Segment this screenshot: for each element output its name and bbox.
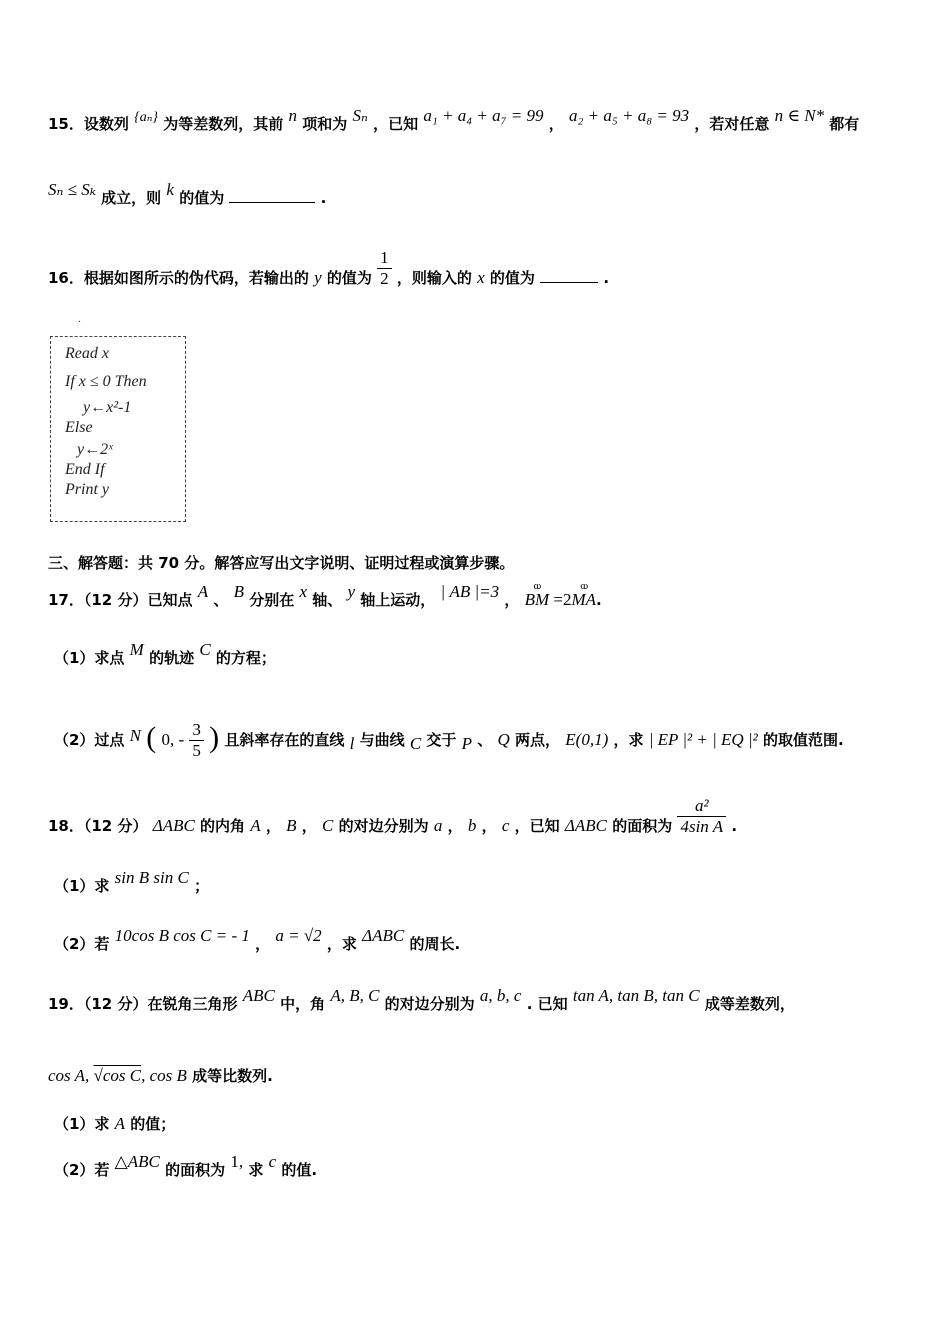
pseudocode-box — [50, 336, 186, 522]
text: 轴上运动， — [360, 591, 436, 609]
text: 为等差数列，其前 — [163, 115, 284, 133]
text: . 已知 — [526, 995, 568, 1013]
code-line-assign1: y←x²-1 — [83, 399, 132, 416]
q19-stem-line1 — [48, 986, 795, 1014]
text: 、 — [213, 591, 229, 609]
frac-den: 2 — [377, 268, 392, 289]
q15-line1 — [48, 106, 860, 136]
math-a-value: a = √2 — [275, 926, 322, 945]
math-cos-condition: 10cos B cos C = - 1 — [114, 926, 250, 945]
text: ， — [548, 115, 564, 133]
text: . — [731, 817, 738, 835]
math-one: 1, — [230, 1152, 244, 1171]
text: 两点， — [515, 731, 561, 749]
math-cos-a: cos A, — [48, 1066, 94, 1085]
text: . — [320, 189, 327, 207]
text: 项和为 — [302, 115, 348, 133]
math-C: C — [199, 640, 211, 659]
text: 的周长. — [409, 935, 461, 953]
text: （2）过点 — [54, 731, 125, 749]
text: ， — [301, 817, 317, 835]
math-B: B — [286, 816, 297, 835]
text: ， — [265, 817, 281, 835]
text: 的值为 — [179, 189, 225, 207]
answer-blank[interactable] — [540, 268, 598, 283]
text: 的值为 — [326, 269, 372, 287]
math-eq1: a₁ + a₄ + a₇ = 99 — [423, 106, 544, 125]
text: 16．根据如图所示的伪代码，若输出的 — [48, 269, 309, 287]
math-eq: =2 — [549, 590, 572, 609]
text: ，若对任意 — [694, 115, 770, 133]
text: 轴、 — [312, 591, 343, 609]
math-cond: n ∈ N* — [774, 106, 825, 125]
math-triangle: ΔABC — [152, 816, 195, 835]
text: （2）若 — [54, 935, 110, 953]
code-dot: · — [78, 316, 81, 328]
math-c: c — [268, 1152, 277, 1171]
math-C: C — [322, 816, 334, 835]
math-A: A — [197, 582, 209, 601]
text: ，则输入的 — [396, 269, 472, 287]
math-sides: a, b, c — [479, 986, 522, 1005]
text: （1）求点 — [54, 649, 125, 667]
text: 的面积为 — [612, 817, 673, 835]
q17-part2 — [54, 720, 844, 761]
frac-num: a² — [694, 796, 709, 815]
text: ，求 — [613, 731, 644, 749]
code-line-print: Print y — [65, 481, 109, 498]
text: 且斜率存在的直线 — [224, 731, 345, 749]
math-abc: ABC — [242, 986, 275, 1005]
q18-part2 — [54, 926, 461, 954]
vector-bm: ⲱ BM — [525, 590, 550, 610]
math-l: l — [349, 734, 355, 753]
text: 交于 — [426, 731, 457, 749]
q16-line — [48, 248, 610, 299]
q19-part2 — [54, 1152, 318, 1180]
text: （1）求 — [54, 1115, 110, 1133]
math-a: a — [433, 816, 443, 835]
math-x: x — [299, 582, 308, 601]
frac-den: 4sin A — [677, 816, 726, 837]
math-sinb-sinc: sin B sin C — [114, 868, 189, 887]
text: ， — [504, 591, 520, 609]
math-sqrt-cos-c: √cos C — [93, 1066, 142, 1085]
math-A: A — [114, 1114, 126, 1133]
math-seq: {aₙ} — [134, 110, 158, 125]
fraction-half — [377, 248, 392, 289]
answer-blank[interactable] — [229, 188, 315, 203]
math-y: y — [314, 268, 322, 287]
math-A: A — [250, 816, 261, 835]
q17-stem — [48, 582, 602, 610]
math-triangle: ΔABC — [362, 926, 405, 945]
text: ，求 — [326, 935, 357, 953]
math-eq2: a₂ + a₅ + a₈ = 93 — [568, 106, 690, 125]
text: ，已知 — [373, 115, 419, 133]
code-line-else: Else — [65, 419, 93, 436]
text: 的面积为 — [165, 1161, 226, 1179]
text: 求 — [248, 1161, 264, 1179]
math-C: C — [409, 734, 422, 753]
text: ，已知 — [514, 817, 560, 835]
text: 的内角 — [200, 817, 246, 835]
paren-left: ( — [146, 721, 157, 754]
text: 的取值范围. — [762, 731, 844, 749]
math-tans: tan A, tan B, tan C — [572, 986, 700, 1005]
text: 的值. — [281, 1161, 318, 1179]
q18-stem — [48, 796, 738, 847]
fraction-three-fifths — [189, 720, 204, 761]
text: . — [603, 269, 610, 287]
math-expr: | EP |² + | EQ |² — [648, 730, 758, 749]
text: 分别在 — [249, 591, 295, 609]
math-n-coord: 0, - — [161, 730, 185, 749]
text: 的轨迹 — [149, 649, 195, 667]
math-E: E(0,1) — [565, 730, 609, 749]
text: 成等比数列. — [192, 1067, 273, 1085]
math-triangle: ΔABC — [564, 816, 607, 835]
text: ， — [255, 935, 271, 953]
text: 成等差数列， — [704, 995, 795, 1013]
frac-den: 5 — [189, 740, 204, 761]
code-line-read: Read x — [65, 345, 109, 362]
text: 19．（12 分）在锐角三角形 — [48, 995, 238, 1013]
math-angles: A, B, C — [330, 986, 380, 1005]
frac-num: 3 — [192, 720, 201, 739]
code-line-if: If x ≤ 0 Then — [65, 373, 147, 390]
text: 的值为 — [489, 269, 535, 287]
math-triangle: △ABC — [114, 1152, 160, 1171]
math-k: k — [166, 180, 174, 199]
section-heading: 三、解答题：共 70 分。解答应写出文字说明、证明过程或演算步骤。 — [48, 554, 515, 572]
text: 成立，则 — [101, 189, 162, 207]
math-c: c — [501, 816, 510, 835]
math-cos-b: , cos B — [141, 1066, 187, 1085]
math-ineq: Sₙ ≤ Sₖ — [48, 180, 96, 199]
paren-right: ) — [209, 721, 220, 754]
text: 的对边分别为 — [384, 995, 475, 1013]
math-x: x — [477, 268, 485, 287]
text: ， — [447, 817, 463, 835]
q18-part1 — [54, 868, 210, 896]
text: 18．（12 分） — [48, 817, 148, 835]
math-M: M — [129, 640, 144, 659]
text: 的对边分别为 — [338, 817, 429, 835]
text: 15．设数列 — [48, 115, 129, 133]
q19-part1 — [54, 1114, 175, 1134]
text: ， — [481, 817, 497, 835]
math-B: B — [233, 582, 244, 601]
text: . — [596, 591, 602, 609]
text: 的方程； — [215, 649, 276, 667]
math-sn: Sₙ — [352, 106, 368, 125]
text: 都有 — [829, 115, 860, 133]
math-y: y — [347, 582, 356, 601]
q17-part1 — [54, 640, 276, 668]
code-line-endif: End If — [65, 461, 105, 478]
text: 中，角 — [280, 995, 326, 1013]
text: （1）求 — [54, 877, 110, 895]
text: 17．（12 分）已知点 — [48, 591, 193, 609]
math-P: P — [461, 734, 473, 753]
fraction-area — [677, 796, 726, 837]
q15-line2 — [48, 180, 327, 208]
q19-stem-line2 — [48, 1066, 273, 1086]
math-N: N — [129, 726, 142, 745]
text: （2）若 — [54, 1161, 110, 1179]
text: 的值； — [130, 1115, 176, 1133]
math-b: b — [467, 816, 477, 835]
math-ab: | AB |=3 — [440, 582, 500, 601]
math-n: n — [288, 106, 297, 125]
vector-ma: ⲱ MA — [572, 590, 597, 610]
frac-num: 1 — [380, 248, 389, 267]
text: 与曲线 — [359, 731, 405, 749]
math-Q: Q — [497, 730, 510, 749]
text: 、 — [477, 731, 493, 749]
code-line-assign2: y←2ˣ — [77, 441, 113, 458]
text: ； — [194, 877, 210, 895]
